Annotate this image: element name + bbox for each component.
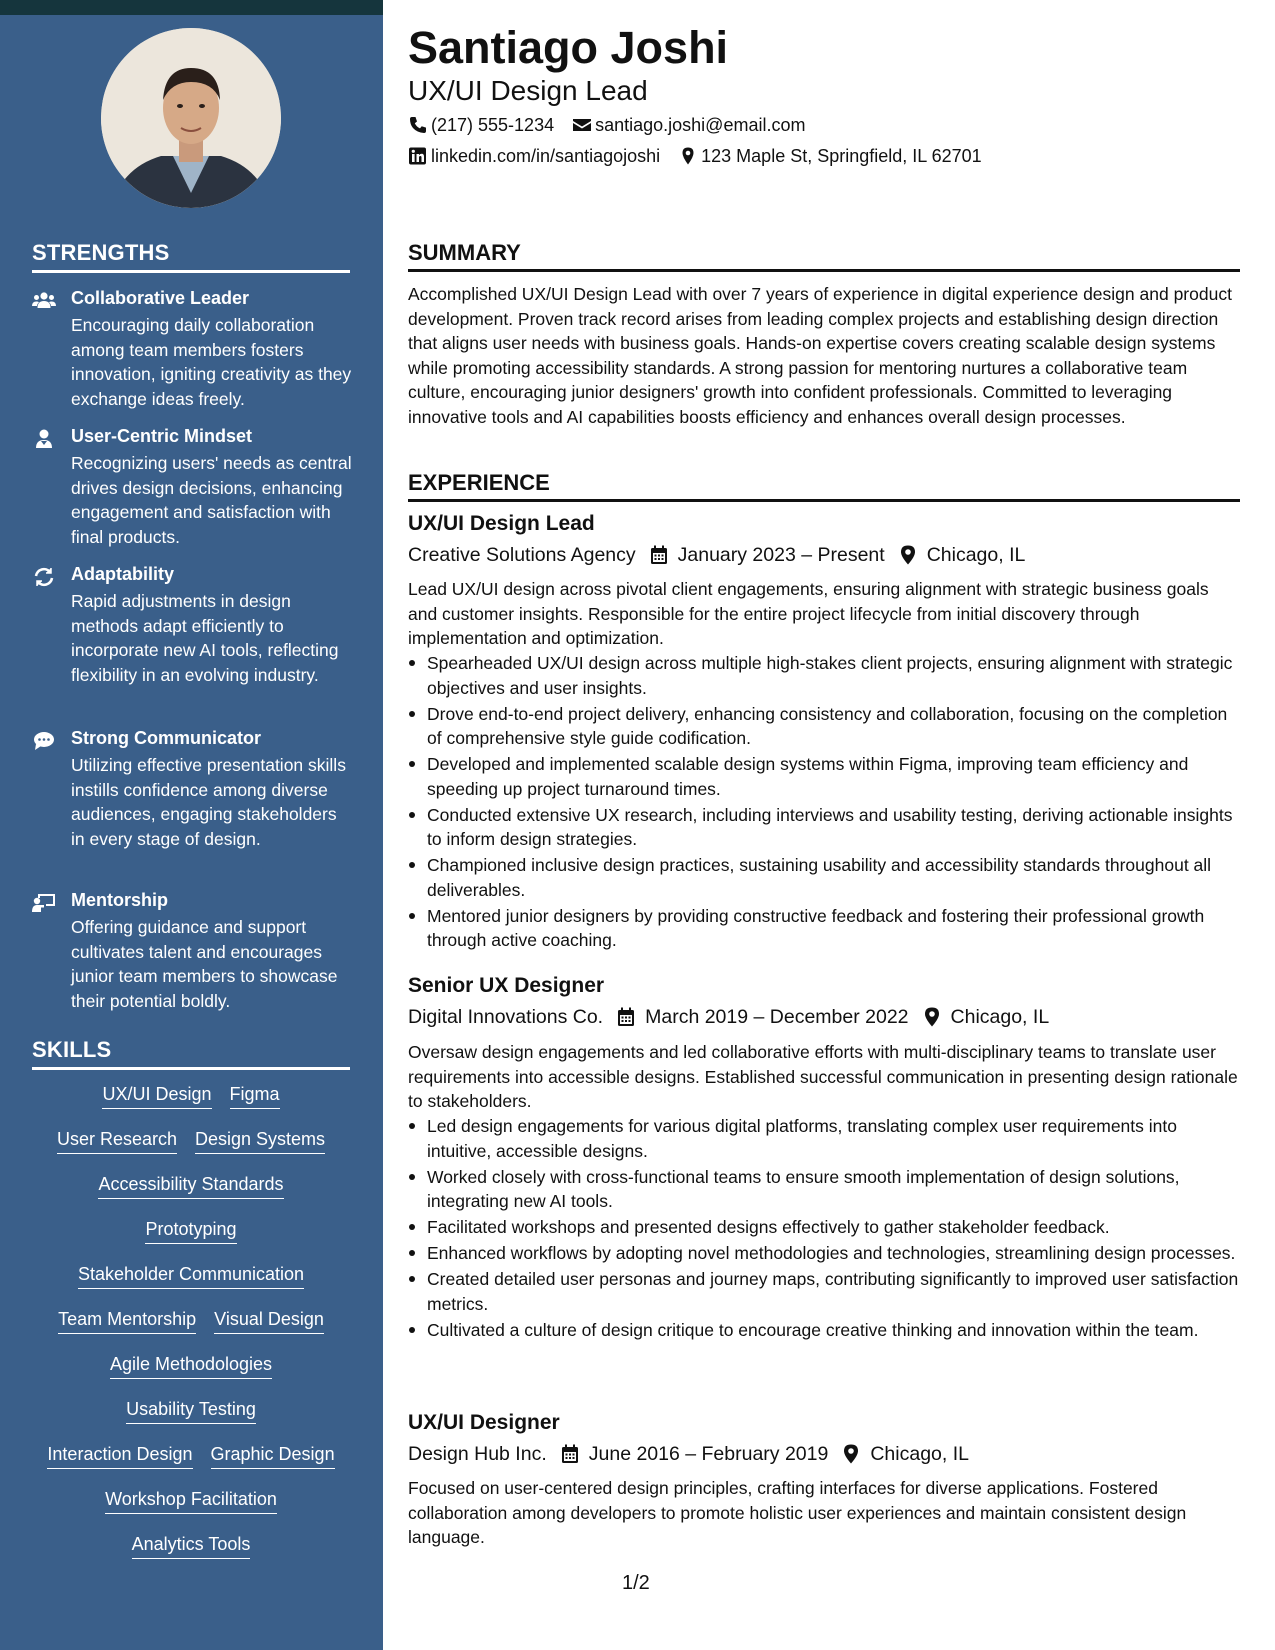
summary-heading: SUMMARY [408,240,1240,272]
skill-row [32,1172,350,1217]
map-marker-icon [923,1007,941,1027]
strength-title: User-Centric Mindset [71,426,253,446]
skill-row [32,1397,350,1442]
skill-row [32,1487,350,1532]
strength-text: Rapid adjustments in design methods adapt efficiently to incorporate new AI tools, reflecting flexibility in an evolving industry. [71,591,339,685]
strength-title: Collaborative Leader [71,288,250,308]
email-link[interactable]: santiago.joshi@email.com [595,115,806,135]
user-icon [32,429,56,449]
skill-row [32,1262,350,1307]
calendar-icon [561,1444,579,1464]
skill-tag: UX/UI Design [102,1082,211,1109]
skill-tag: Visual Design [214,1307,324,1334]
experience-heading: EXPERIENCE [408,470,1240,502]
skill-tag: Design Systems [195,1127,325,1154]
skill-row [32,1082,350,1127]
job-description: Focused on user-centered design principles, crafting interfaces for diverse applications. Fostered collaboration among developers to promote holistic user experiences and maintain consistent design language. [408,1478,1187,1547]
linkedin-link[interactable]: linkedin.com/in/santiagojoshi [431,146,661,166]
skill-tag: Figma [230,1082,280,1109]
strength-text: Recognizing users' needs as central drives design decisions, enhancing engagement and satisfaction with final products. [71,453,352,547]
job-bullets [408,1114,1240,1344]
strength-text: Encouraging daily collaboration among team members fosters innovation, igniting creativity as they exchange ideas freely. [71,315,352,409]
list-item: Cultivated a culture of design critique to encourage creative thinking and innovation within the team. [408,1318,1240,1343]
sidebar-top-bar [0,0,383,15]
linkedin-icon [408,147,428,165]
strength-title: Mentorship [71,890,168,910]
job-title: Senior UX Designer [408,974,605,997]
skill-row [32,1127,350,1172]
list-item: Worked closely with cross-functional teams to ensure smooth implementation of design solutions, integrating new AI tools. [408,1165,1240,1214]
list-item: Drove end-to-end project delivery, enhancing consistency and collaboration, focusing on the completion of comprehensive style guide codification. [408,702,1240,751]
candidate-name: Santiago Joshi [408,22,729,73]
skills-heading: SKILLS [32,1037,350,1070]
candidate-role: UX/UI Design Lead [408,75,648,106]
skill-tag: Usability Testing [126,1397,256,1424]
skills-list [32,1082,350,1577]
job-location: Chicago, IL [926,544,1026,566]
map-marker-icon [842,1444,860,1464]
skill-tag: Accessibility Standards [98,1172,283,1199]
skill-tag: Agile Methodologies [110,1352,272,1379]
chalkboard-teacher-icon [32,893,56,913]
skill-tag: Graphic Design [211,1442,335,1469]
job-meta [408,542,1025,568]
list-item: Led design engagements for various digital platforms, translating complex user requirements into intuitive, accessible designs. [408,1114,1240,1163]
list-item: Enhanced workflows by adopting novel methodologies and technologies, streamlining design processes. [408,1241,1240,1266]
map-marker-icon [678,147,698,165]
contact-line-2 [408,145,982,167]
calendar-icon [650,545,668,565]
job-meta [408,1004,1049,1030]
job-dates: June 2016 – February 2019 [588,1443,829,1465]
job-description: Oversaw design engagements and led collaborative efforts with multi-disciplinary teams to translate user requirements into accessible designs. Established successful communication in presenting design rationale to stakeholders. [408,1042,1238,1111]
profile-photo [101,28,281,208]
summary-text: Accomplished UX/UI Design Lead with over 7 years of experience in digital experience design and product development. Proven track record arises from leading complex projects and establishing design direction that aligns user needs with business goals. Hands-on expertise covers creating scalable design systems while promoting accessibility standards. A strong passion for mentoring nurtures a collaborative team culture, encouraging junior designers' growth into confident professionals. Committed to leveraging innovative tools and AI capabilities boosts efficiency and enhances overall design processes. [408,284,1232,427]
address-text: 123 Maple St, Springfield, IL 62701 [701,146,982,166]
skill-tag: Interaction Design [47,1442,192,1469]
strength-text: Offering guidance and support cultivates talent and encourages junior team members to showcase their potential boldly. [71,917,338,1011]
skill-row [32,1307,350,1352]
skill-tag: Analytics Tools [132,1532,251,1559]
phone-icon [408,116,428,134]
list-item: Spearheaded UX/UI design across multiple high-stakes client projects, ensuring alignment with strategic objectives and user insights. [408,651,1240,700]
users-icon [32,291,56,311]
skill-tag: Stakeholder Communication [78,1262,304,1289]
map-marker-icon [899,545,917,565]
skill-tag: User Research [57,1127,177,1154]
skill-row [32,1532,350,1577]
strength-title: Adaptability [71,564,175,584]
page-number: 1/2 [622,1572,650,1594]
job-location: Chicago, IL [870,1443,969,1465]
list-item: Developed and implemented scalable design systems within Figma, improving team efficiency and speeding up project turnaround times. [408,752,1240,801]
envelope-icon [572,116,592,134]
phone-number[interactable]: (217) 555-1234 [431,115,555,135]
list-item: Facilitated workshops and presented designs effectively to gather stakeholder feedback. [408,1215,1240,1240]
skill-row [32,1217,350,1262]
job-dates: March 2019 – December 2022 [645,1006,909,1028]
strength-text: Utilizing effective presentation skills instills confidence among diverse audiences, engaging stakeholders in every stage of design. [71,755,346,849]
sync-icon [32,567,56,587]
list-item: Mentored junior designers by providing constructive feedback and fostering their professional growth through active coaching. [408,904,1240,953]
skill-row [32,1442,350,1487]
job-company: Creative Solutions Agency [408,544,636,566]
job-dates: January 2023 – Present [677,544,885,566]
comment-icon [32,731,56,751]
skill-tag: Team Mentorship [58,1307,196,1334]
strength-title: Strong Communicator [71,728,262,748]
job-company: Digital Innovations Co. [408,1006,604,1028]
job-meta [408,1441,969,1467]
job-bullets [408,651,1240,954]
skill-row [32,1352,350,1397]
contact-line-1 [408,114,805,136]
skill-tag: Workshop Facilitation [105,1487,277,1514]
job-description: Lead UX/UI design across pivotal client engagements, ensuring alignment with strategic business goals and customer insights. Responsible for the entire project lifecycle from initial discovery through implementation and optimization. [408,579,1209,648]
list-item: Conducted extensive UX research, including interviews and usability testing, deriving actionable insights to inform design strategies. [408,803,1240,852]
skill-tag: Prototyping [145,1217,236,1244]
list-item: Championed inclusive design practices, sustaining usability and accessibility standards throughout all deliverables. [408,853,1240,902]
job-location: Chicago, IL [950,1006,1050,1028]
job-title: UX/UI Designer [408,1411,560,1434]
job-company: Design Hub Inc. [408,1443,547,1465]
strengths-heading: STRENGTHS [32,240,350,273]
job-title: UX/UI Design Lead [408,512,595,535]
calendar-icon [617,1007,635,1027]
list-item: Created detailed user personas and journey maps, contributing significantly to improved user satisfaction metrics. [408,1267,1240,1316]
